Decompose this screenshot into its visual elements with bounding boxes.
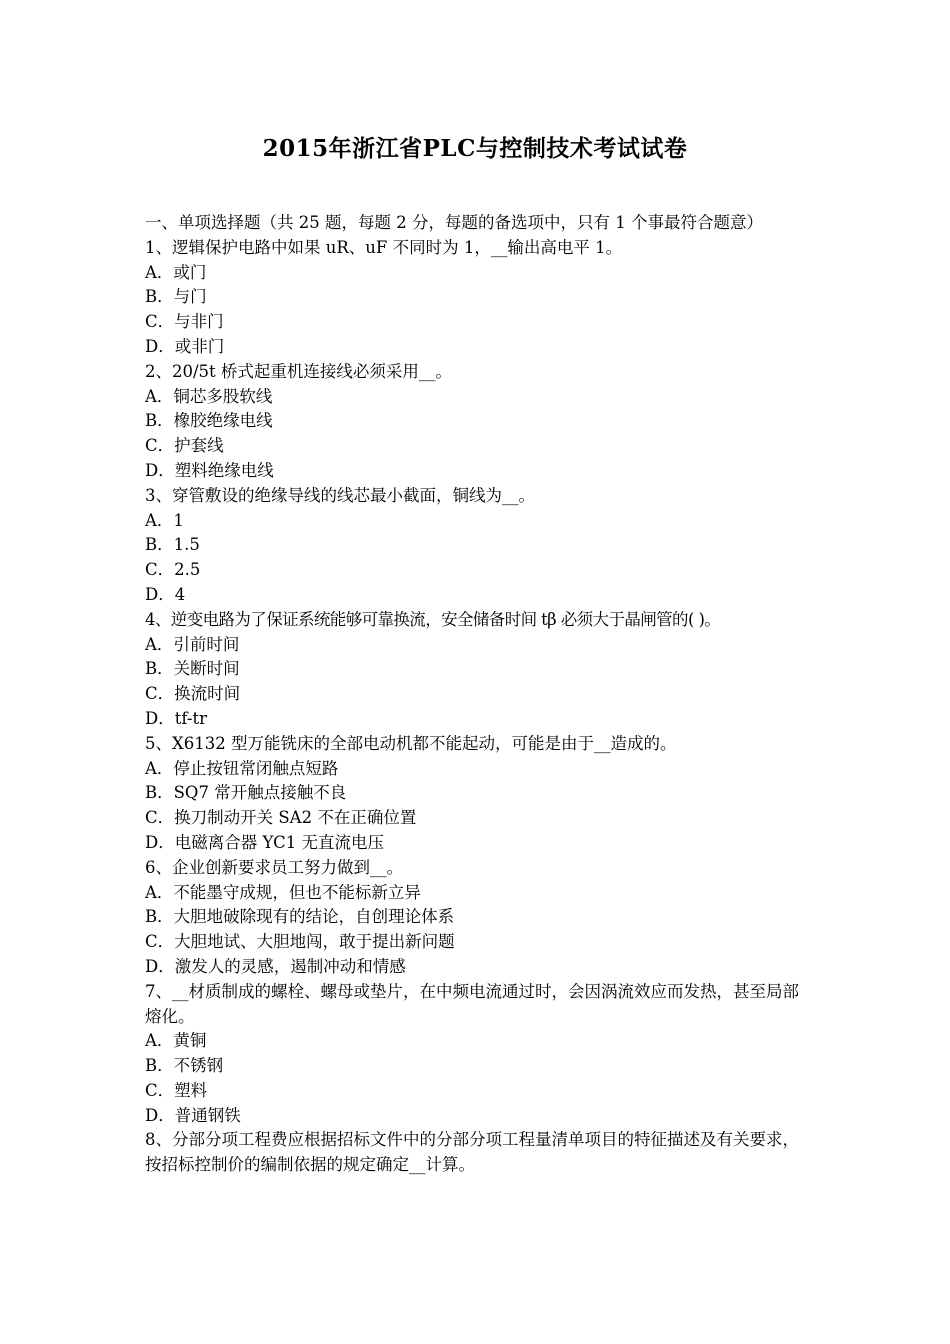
section-header: 一、单项选择题（共 25 题，每题 2 分，每题的备选项中，只有 1 个事最符合题意） — [145, 213, 763, 232]
option-a: A．或门 — [145, 262, 207, 282]
question-3 — [145, 484, 810, 608]
option-d: D．普通钢铁 — [145, 1105, 241, 1125]
option-b: B．关断时间 — [145, 659, 240, 679]
question-text: 1、逻辑保护电路中如果 uR、uF 不同时为 1，__输出高电平 1。 — [145, 237, 623, 257]
option-a: A．铜芯多股软线 — [145, 386, 273, 406]
option-d: D．电磁离合器 YC1 无直流电压 — [145, 832, 384, 852]
option-b: B．不锈钢 — [145, 1056, 224, 1076]
option-a: A．引前时间 — [145, 634, 240, 654]
option-b: B．SQ7 常开触点接触不良 — [145, 783, 347, 803]
option-d: D．激发人的灵感，遏制冲动和情感 — [145, 956, 406, 976]
question-7 — [145, 980, 810, 1129]
option-a: A．黄铜 — [145, 1031, 207, 1051]
option-d: D．tf-tr — [145, 708, 207, 728]
option-c: C．塑料 — [145, 1080, 208, 1100]
question-6 — [145, 856, 810, 980]
option-c: C．与非门 — [145, 312, 224, 332]
option-b: B．橡胶绝缘电线 — [145, 411, 273, 431]
option-c: C．换刀制动开关 SA2 不在正确位置 — [145, 808, 417, 828]
question-text: 2、20/5t 桥式起重机连接线必须采用__。 — [145, 361, 452, 381]
option-b: B．大胆地破除现有的结论，自创理论体系 — [145, 907, 455, 927]
option-d: D．4 — [145, 584, 186, 604]
question-text: 3、穿管敷设的绝缘导线的线芯最小截面，铜线为__。 — [145, 485, 535, 505]
option-c: C．换流时间 — [145, 684, 241, 704]
question-2 — [145, 360, 810, 484]
question-4 — [145, 608, 810, 732]
option-a: A．停止按钮常闭触点短路 — [145, 758, 339, 778]
exam-content — [145, 211, 810, 1178]
page-title: 2015年浙江省PLC与控制技术考试试卷 — [262, 135, 688, 162]
question-text: 7、__材质制成的螺栓、螺母或垫片，在中频电流通过时，会因涡流效应而发热，甚至局部熔化。 — [145, 981, 799, 1026]
question-text: 5、X6132 型万能铣床的全部电动机都不能起动，可能是由于__造成的。 — [145, 733, 677, 753]
option-a: A．1 — [145, 510, 184, 530]
question-5 — [145, 732, 810, 856]
option-c: C．护套线 — [145, 436, 224, 456]
option-b: B．与门 — [145, 287, 207, 307]
question-text: 6、企业创新要求员工努力做到__。 — [145, 857, 403, 877]
option-d: D．或非门 — [145, 336, 225, 356]
option-c: C．2.5 — [145, 560, 201, 580]
question-8 — [145, 1128, 810, 1178]
question-1 — [145, 236, 810, 360]
option-d: D．塑料绝缘电线 — [145, 460, 274, 480]
question-text: 4、逆变电路为了保证系统能够可靠换流，安全储备时间 tβ 必须大于晶闸管的( )。 — [145, 609, 721, 629]
question-text: 8、分部分项工程费应根据招标文件中的分部分项工程量清单项目的特征描述及有关要求，按招标控制价的编制依据的规定确定__计算。 — [145, 1130, 799, 1175]
option-c: C．大胆地试、大胆地闯，敢于提出新问题 — [145, 932, 455, 952]
option-b: B．1.5 — [145, 535, 200, 555]
option-a: A．不能墨守成规，但也不能标新立异 — [145, 882, 421, 902]
